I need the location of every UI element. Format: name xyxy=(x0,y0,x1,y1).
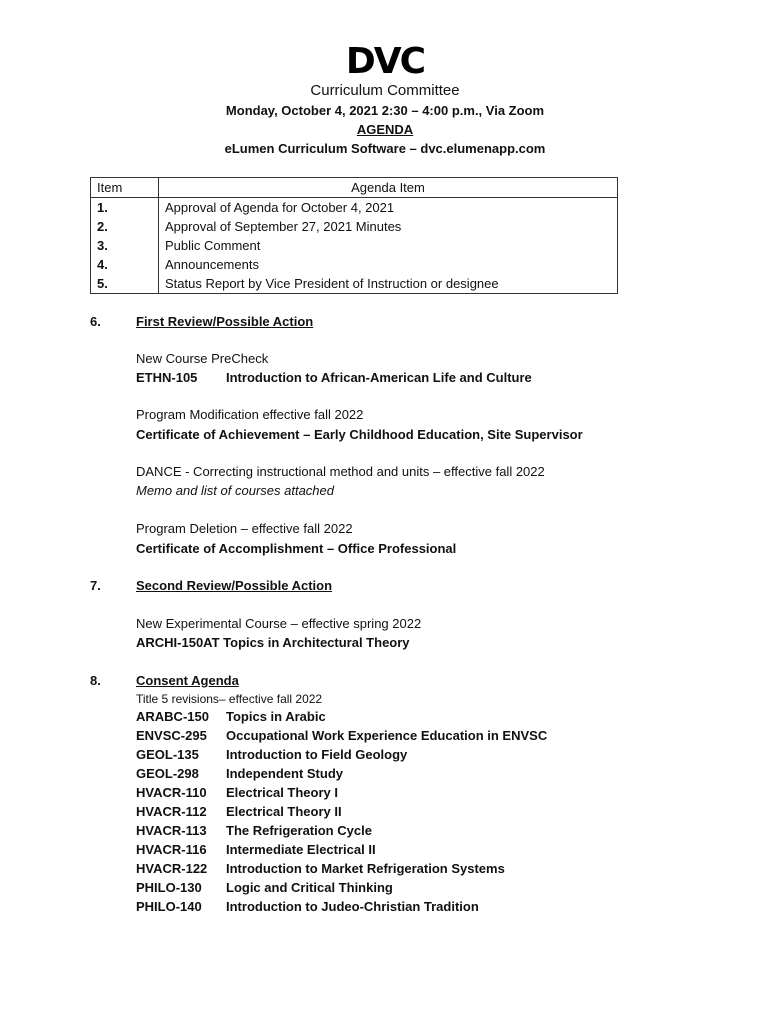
agenda-table xyxy=(90,177,618,294)
row-num: 4. xyxy=(91,255,159,274)
course-title: Introduction to Judeo-Christian Tradition xyxy=(226,899,479,914)
course-title: Independent Study xyxy=(226,766,343,781)
row-text: Status Report by Vice President of Instruction or designee xyxy=(159,274,618,294)
row-num: 3. xyxy=(91,236,159,255)
section-8-title: Consent Agenda xyxy=(136,673,239,688)
col-item-header: Item xyxy=(91,178,159,198)
course-code: GEOL-298 xyxy=(136,766,199,781)
dvc-logo: DVC xyxy=(345,41,425,82)
experimental-course: ARCHI-150AT Topics in Architectural Theory xyxy=(136,635,410,650)
course-title: Introduction to Market Refrigeration Systems xyxy=(226,861,505,876)
software-line: eLumen Curriculum Software – dvc.elumenapp.com xyxy=(224,141,546,156)
section-7-number: 7. xyxy=(90,578,101,593)
committee-title: Curriculum Committee xyxy=(310,82,460,99)
progdel-label: Program Deletion – effective fall 2022 xyxy=(136,521,353,536)
course-title: Electrical Theory I xyxy=(226,785,338,800)
course-code: HVACR-122 xyxy=(136,861,208,876)
course-code: PHILO-140 xyxy=(136,899,202,914)
row-text: Approval of Agenda for October 4, 2021 xyxy=(159,198,618,218)
table-row xyxy=(91,236,618,255)
progmod-label: Program Modification effective fall 2022 xyxy=(136,407,364,422)
course-code: PHILO-130 xyxy=(136,880,202,895)
agenda-label: AGENDA xyxy=(356,122,414,137)
table-row xyxy=(91,255,618,274)
course-title: Occupational Work Experience Education in ENVSC xyxy=(226,728,548,743)
course-code: HVACR-116 xyxy=(136,842,207,857)
row-num: 1. xyxy=(91,198,159,218)
consent-subtitle: Title 5 revisions– effective fall 2022 xyxy=(136,692,323,706)
course-code: GEOL-135 xyxy=(136,747,199,762)
row-text: Public Comment xyxy=(159,236,618,255)
course-code: HVACR-113 xyxy=(136,823,207,838)
dance-note: Memo and list of courses attached xyxy=(136,483,334,498)
course-title: Introduction to Field Geology xyxy=(226,747,408,762)
row-num: 2. xyxy=(91,217,159,236)
table-row xyxy=(91,217,618,236)
meeting-info: Monday, October 4, 2021 2:30 – 4:00 p.m., Via Zoom xyxy=(225,103,545,118)
dance-label: DANCE - Correcting instructional method and units – effective fall 2022 xyxy=(136,464,545,479)
table-header-row xyxy=(91,178,618,198)
section-8-number: 8. xyxy=(90,673,101,688)
row-num: 5. xyxy=(91,274,159,294)
course-code: HVACR-112 xyxy=(136,804,207,819)
table-row xyxy=(91,198,618,218)
table-row xyxy=(91,274,618,294)
precheck-code: ETHN-105 xyxy=(136,370,198,385)
course-title: Topics in Arabic xyxy=(226,709,326,724)
experimental-label: New Experimental Course – effective spring 2022 xyxy=(136,616,422,631)
course-title: Logic and Critical Thinking xyxy=(226,880,393,895)
section-7-title: Second Review/Possible Action xyxy=(136,578,333,593)
course-title: Electrical Theory II xyxy=(226,804,342,819)
row-text: Approval of September 27, 2021 Minutes xyxy=(159,217,618,236)
progmod-title: Certificate of Achievement – Early Childhood Education, Site Supervisor xyxy=(136,427,583,442)
section-6-number: 6. xyxy=(90,314,101,329)
course-title: Intermediate Electrical II xyxy=(226,842,376,857)
course-code: ENVSC-295 xyxy=(136,728,207,743)
progdel-title: Certificate of Accomplishment – Office Professional xyxy=(136,541,457,556)
course-code: HVACR-110 xyxy=(136,785,207,800)
section-6-title: First Review/Possible Action xyxy=(136,314,314,329)
precheck-label: New Course PreCheck xyxy=(136,351,269,366)
col-agenda-header: Agenda Item xyxy=(159,178,618,198)
course-title: The Refrigeration Cycle xyxy=(226,823,372,838)
course-code: ARABC-150 xyxy=(136,709,209,724)
precheck-title: Introduction to African-American Life and Culture xyxy=(226,370,532,385)
row-text: Announcements xyxy=(159,255,618,274)
